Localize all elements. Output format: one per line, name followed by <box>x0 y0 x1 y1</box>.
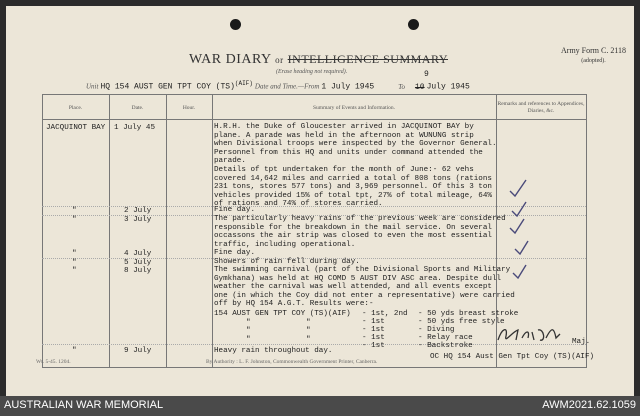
column-rule <box>166 94 167 368</box>
war-diary-page <box>6 6 634 396</box>
unit-label: Unit <box>86 82 99 91</box>
ditto-mark: " <box>306 319 311 327</box>
handwritten-signature <box>494 324 564 346</box>
ditto-mark: " <box>246 336 251 344</box>
archive-caption-bar <box>0 396 640 416</box>
result-event: - 50 yds free style <box>418 318 505 326</box>
col-header-remarks: Remarks and references to Appendices, Diaries, &c. <box>497 101 585 114</box>
result-place: - 1st <box>362 334 385 342</box>
result-place: - 1st <box>362 318 385 326</box>
col-header-hour: Hour. <box>182 104 196 111</box>
entry-place: " <box>72 216 77 224</box>
entry-date: 8 July <box>124 267 152 275</box>
table-top-rule <box>42 94 586 95</box>
entry-date: 4 July <box>124 250 152 258</box>
title-war-diary: WAR DIARY <box>189 52 272 67</box>
ditto-mark: " <box>246 319 251 327</box>
entry-place: " <box>72 207 77 215</box>
handwritten-tick-icon <box>506 216 528 236</box>
col-header-place: Place. <box>68 104 83 111</box>
title-struck: INTELLIGENCE SUMMARY <box>287 52 448 66</box>
results-unit: 154 AUST GEN TPT COY (TS)(AIF) <box>214 310 351 318</box>
date-label: Date and Time.—From <box>254 82 320 91</box>
entry-text: H.R.H. the Duke of Gloucester arrived in JACQUINOT BAY by plane. A parade was held in the afternoon at WUNUNG strip when Divisional troops were inspected by the Governor General. Personnel from this HQ and units under command attended the parade. Details of tpt undertaken for the month of June:- 62 vehs covered 14,642 miles and carried a total of 808 tons (rations 231 tons, stores 577 tons) and 3,969 personnel. Of this 3 ton vehicles provided 15% of total tpt, 27% of total mileage, 64% of rations and 74% of stores carried. <box>214 123 497 209</box>
punch-hole <box>408 19 419 30</box>
entry-text: The particularly heavy rains of the previous week are considered responsible for the breakdown in the mail service. On several occassons the air strip was closed to even the most essential traffic, including operational. <box>214 215 506 249</box>
date-from: 1 July 1945 <box>321 82 375 92</box>
table-bottom-rule <box>42 367 586 368</box>
unit-aif: (AIF) <box>234 80 253 87</box>
result-event: - Backstroke <box>418 342 473 350</box>
col-header-date: Date. <box>131 104 144 111</box>
entry-place: " <box>72 267 77 275</box>
column-rule <box>212 94 213 368</box>
footer-printer: By Authority : L. F. Johnston, Commonwealth Government Printer, Canberra. <box>206 359 378 365</box>
result-event: - 50 yds breast stroke <box>418 310 519 318</box>
column-rule <box>42 94 43 368</box>
entry-date: 3 July <box>124 216 152 224</box>
entry-place: " <box>72 250 77 258</box>
column-rule <box>586 94 587 368</box>
date-to-struck: 10 <box>414 82 425 92</box>
date-to: July 1945 <box>426 82 470 92</box>
punch-hole <box>230 19 241 30</box>
entry-place: " <box>72 259 77 267</box>
archive-accession: AWM2021.62.1059 <box>542 399 636 411</box>
erase-note: (Erase heading not required). <box>276 69 348 75</box>
footer-form-number: Wt. 5-45. 1204. <box>36 359 71 365</box>
army-form-number: Army Form C. 2118 <box>561 46 627 55</box>
unit-value: HQ 154 AUST GEN TPT COY (TS) <box>100 82 235 92</box>
entry-place: JACQUINOT BAY <box>46 124 106 132</box>
result-event: - Relay race <box>418 334 473 342</box>
date-to-correction: 9 <box>424 70 429 79</box>
result-place: - 1st <box>362 326 385 334</box>
archive-name: AUSTRALIAN WAR MEMORIAL <box>4 399 164 411</box>
entry-text: Heavy rain throughout day. <box>214 347 333 355</box>
column-rule <box>109 94 110 368</box>
entry-date: 9 July <box>124 347 152 355</box>
entry-text: Fine day. <box>214 249 256 257</box>
to-label: To <box>398 82 405 91</box>
entry-place: " <box>72 347 77 355</box>
form-title <box>189 52 448 68</box>
entry-date: 2 July <box>124 207 152 215</box>
ditto-mark: " <box>306 327 311 335</box>
handwritten-tick-icon <box>512 238 532 258</box>
handwritten-tick-icon <box>506 177 530 199</box>
result-place: - 1st, 2nd <box>362 310 408 318</box>
entry-text: Fine day. <box>214 206 256 214</box>
army-form-label <box>561 46 626 66</box>
result-place: - 1st <box>362 342 385 350</box>
title-or: or <box>275 55 284 65</box>
entry-text: Showers of rain fell during day. <box>214 258 360 266</box>
signature-oc-line: OC HQ 154 Aust Gen Tpt Coy (TS)(AIF) <box>430 353 595 361</box>
entry-text: The swimming carnival (part of the Divisional Sports and Military Gymkhana) was held at HQ COMD 5 AUST DIV ASC area. Despite dull weather the carnival was well attended, and all events except one (in which the Coy did not enter a representative) were carried off by HQ 154 A.G.T. Results were:- <box>214 266 515 309</box>
unit-line <box>86 80 486 92</box>
entry-date: 5 July <box>124 259 152 267</box>
signature-rank: Maj. <box>572 338 591 346</box>
result-event: - Diving <box>418 326 455 334</box>
col-header-summary: Summary of Events and Information. <box>312 104 396 111</box>
army-form-adopted: (adopted). <box>581 58 606 64</box>
ditto-mark: " <box>306 336 311 344</box>
header-rule <box>42 119 586 120</box>
handwritten-tick-icon <box>510 262 530 282</box>
entry-date: 1 July 45 <box>114 124 156 132</box>
ditto-mark: " <box>246 327 251 335</box>
